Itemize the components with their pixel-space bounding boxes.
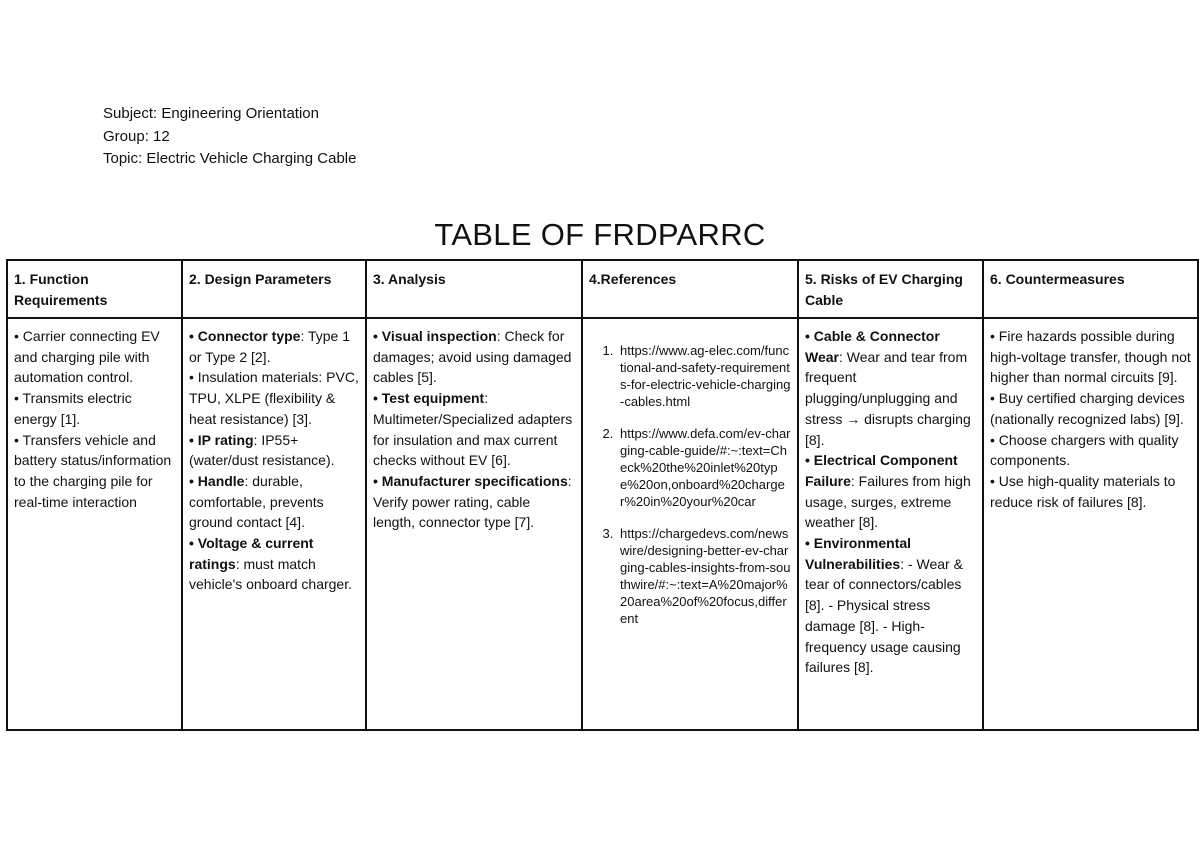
risk-item-label: • Environmental Vulnerabilities (805, 535, 912, 572)
countermeasure-item: • Fire hazards possible during high-voltage transfer, though not higher than normal circuits [9]. (990, 328, 1191, 386)
cell-design-parameters (182, 318, 366, 730)
design-item (189, 533, 359, 595)
subject-line: Subject: Engineering Orientation (103, 105, 319, 122)
analysis-item (373, 471, 575, 533)
header-countermeasures: 6. Countermeasures (983, 260, 1198, 318)
header-risks: 5. Risks of EV Charging Cable (798, 260, 983, 318)
reference-link[interactable]: 2. https://www.defa.com/ev-charging-cable-guide/#:~:text=Check%20the%20inlet%20type%20on,onboard%20charger%20in%20your%20car (617, 425, 791, 510)
analysis-item-text: : Check for damages; avoid using damaged cables [5]. (373, 328, 572, 386)
risk-item-text: : Wear and tear from frequent plugging/unplugging and stress → disrupts charging [8]. (805, 348, 971, 448)
topic-line: Topic: Electric Vehicle Charging Cable (103, 150, 357, 167)
analysis-item (373, 326, 575, 388)
function-item: • Transmits electric energy [1]. (14, 390, 132, 427)
risk-item-label: • Cable & Connector Wear (805, 328, 940, 365)
countermeasure-item: • Choose chargers with quality components. (990, 431, 1179, 469)
analysis-item (373, 388, 575, 471)
design-item-text: : must match vehicle's onboard charger. (189, 555, 352, 593)
cell-analysis (366, 318, 582, 730)
header-design-parameters: 2. Design Parameters (182, 260, 366, 318)
design-item (189, 430, 359, 471)
table-title: TABLE OF FRDPARRC (434, 217, 766, 252)
risk-item (805, 450, 976, 533)
analysis-item-label: • Manufacturer specifications (373, 472, 568, 489)
analysis-item-label: • Visual inspection (373, 328, 497, 344)
table-header-row (7, 260, 1198, 318)
frdparrc-table (6, 259, 1199, 731)
group-line: Group: 12 (103, 127, 170, 145)
reference-link[interactable]: 3. https://chargedevs.com/newswire/designing-better-ev-charging-cables-insights-from-southwire/#:~:text=A%20major%20area%20of%20focus,different (617, 525, 791, 627)
design-item (189, 367, 359, 429)
analysis-item-text: : Verify power rating, cable length, connector type [7]. (373, 472, 572, 531)
design-item-label: • Connector type (189, 328, 301, 344)
design-item-label: • Handle (189, 472, 245, 489)
countermeasure-item: • Use high-quality materials to reduce risk of failures [8]. (990, 472, 1176, 510)
references-list (589, 342, 791, 627)
design-item (189, 326, 359, 367)
cell-risks (798, 318, 983, 730)
function-item: • Transfers vehicle and battery status/information to the charging pile for real-time interaction (14, 431, 172, 510)
analysis-item-text: : Multimeter/Specialized adapters for insulation and max current checks without EV [6]. (373, 390, 573, 469)
header-analysis: 3. Analysis (366, 260, 582, 318)
risk-item (805, 326, 976, 450)
risk-item-text: : Failures from high usage, surges, extreme weather [8]. (805, 472, 971, 531)
header-function-requirements: 1. Function Requirements (7, 260, 182, 318)
design-item-text: • Insulation materials: PVC, TPU, XLPE (flexibility & heat resistance) [3]. (189, 369, 359, 427)
countermeasure-item: • Buy certified charging devices (nationally recognized labs) [9]. (990, 390, 1185, 427)
design-item-text: : Type 1 or Type 2 [2]. (189, 328, 351, 365)
risk-item-label: • Electrical Component Failure (805, 452, 958, 489)
risk-item (805, 533, 976, 678)
risk-item-text: : - Wear & tear of connectors/cables [8]. - Physical stress damage [8]. - High-frequency usage causing failures [8]. (805, 555, 963, 676)
cell-references (582, 318, 798, 730)
design-item (189, 471, 359, 533)
table-row (7, 318, 1198, 730)
document-header (103, 103, 356, 171)
cell-function-requirements (7, 318, 182, 730)
analysis-item-label: • Test equipment (373, 390, 485, 407)
reference-link[interactable]: 1. https://www.ag-elec.com/functional-and-safety-requirements-for-electric-vehicle-charging-cables.html (617, 342, 791, 410)
design-item-label: • Voltage & current ratings (189, 535, 314, 572)
function-item: • Carrier connecting EV and charging pile with automation control. (14, 328, 160, 386)
design-item-text: : IP55+ (water/dust resistance). (189, 431, 335, 469)
cell-countermeasures (983, 318, 1198, 730)
design-item-label: • IP rating (189, 431, 254, 448)
design-item-text: : durable, comfortable, prevents ground contact [4]. (189, 472, 324, 531)
header-references: 4.References (582, 260, 798, 318)
